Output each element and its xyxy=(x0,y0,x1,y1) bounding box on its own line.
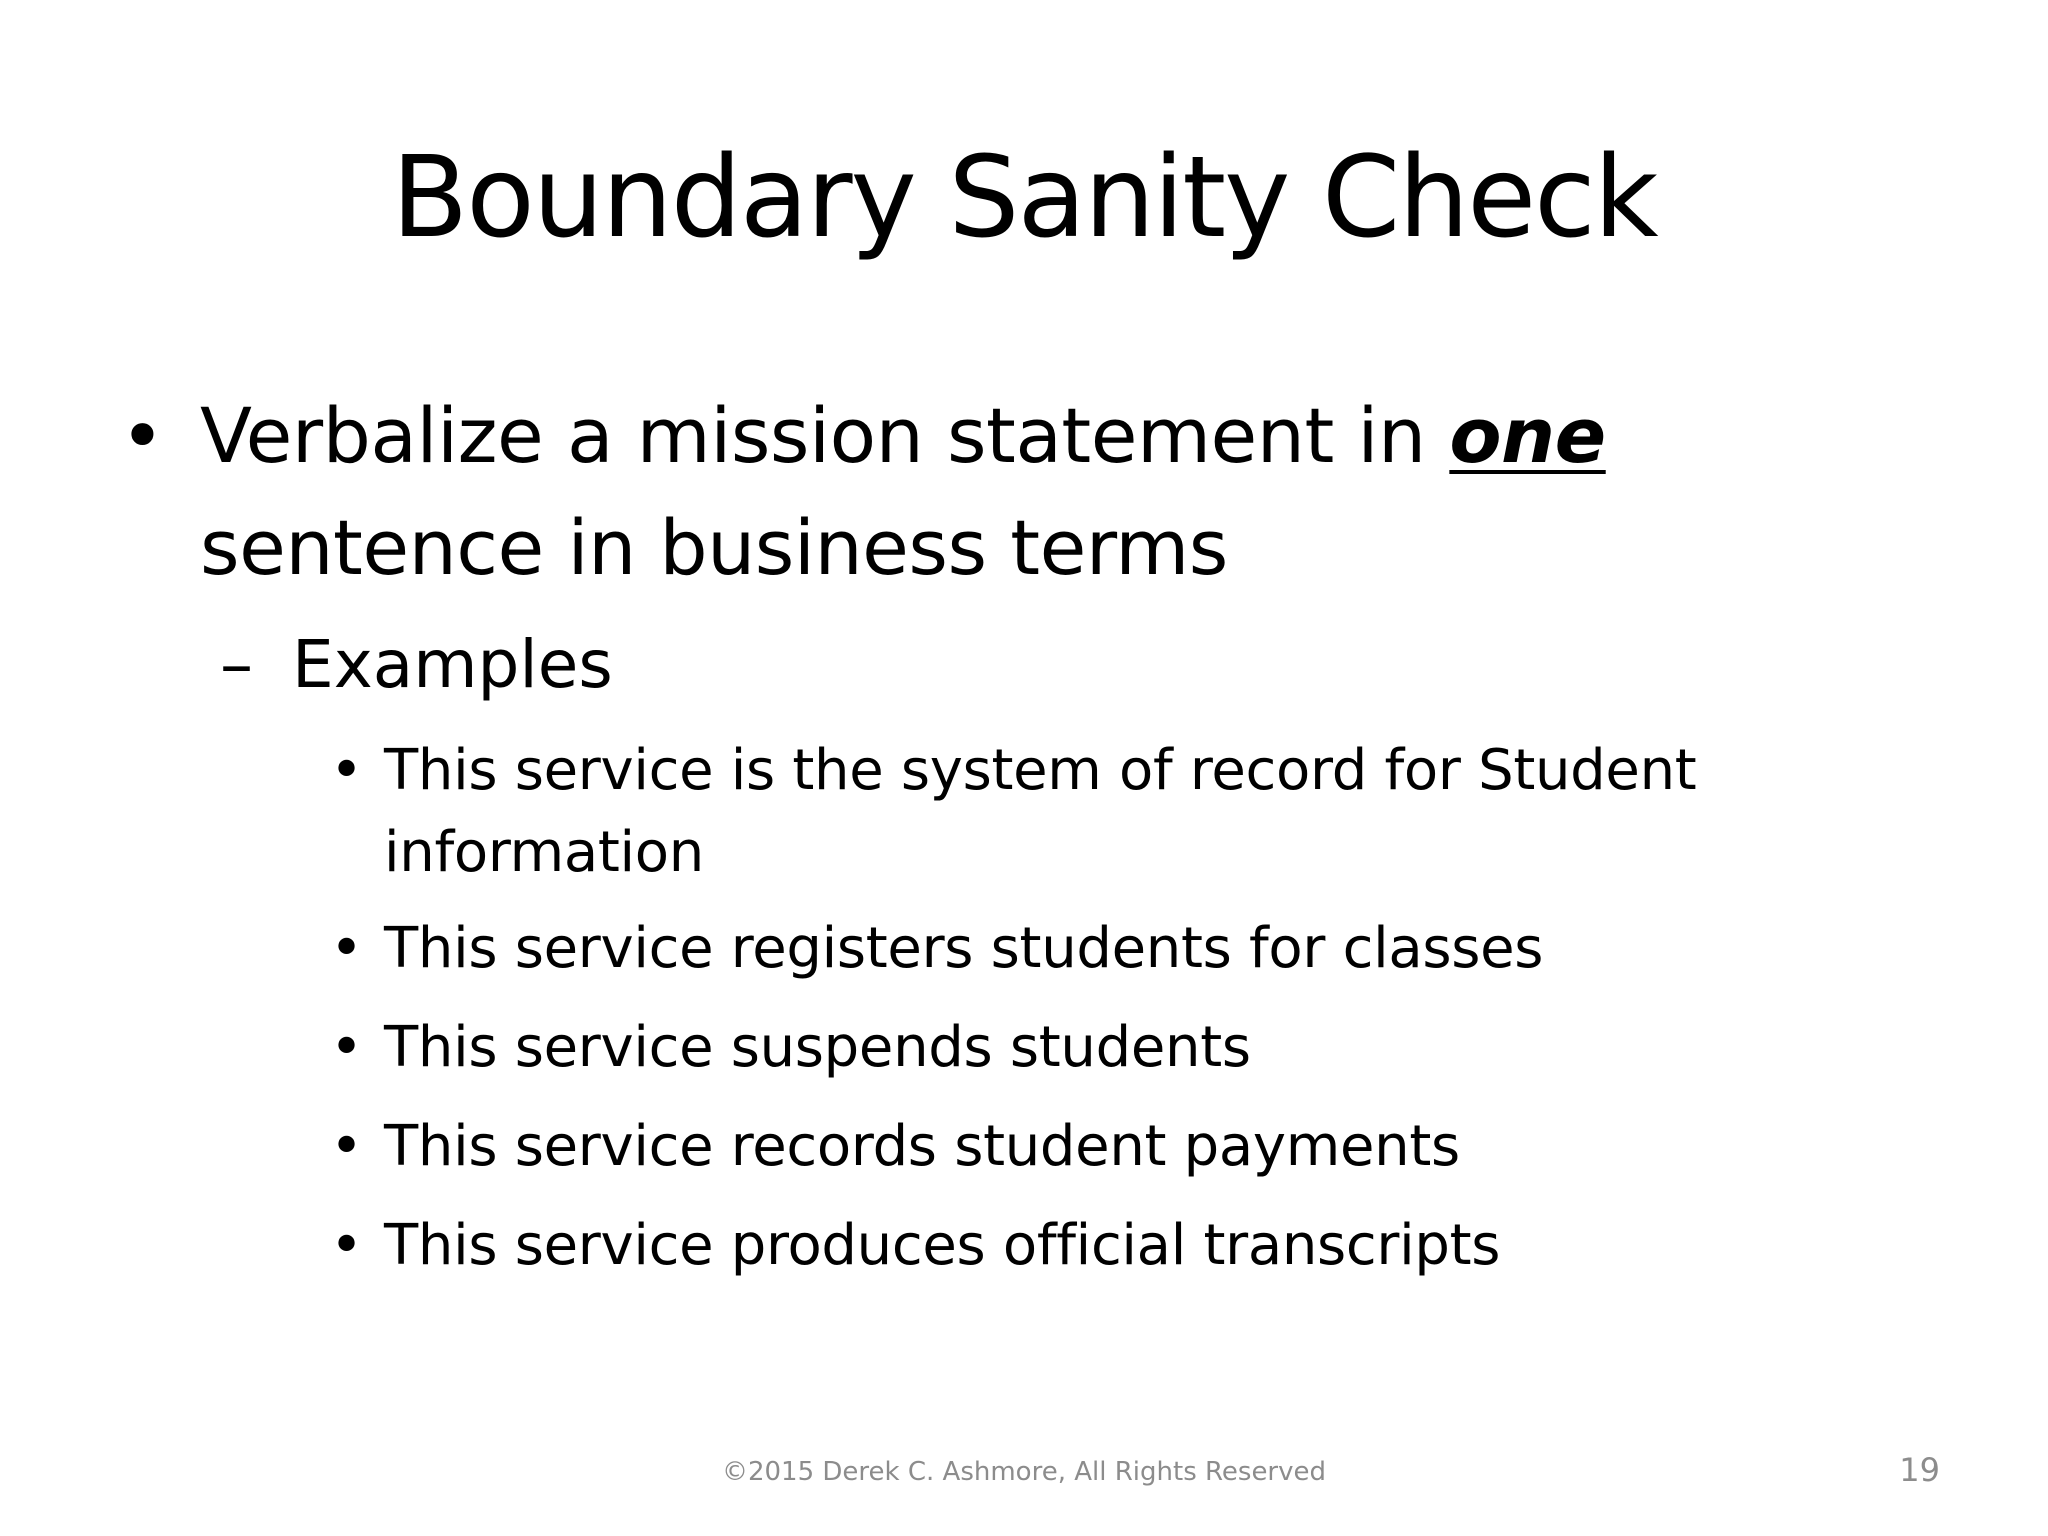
main-bullet-text xyxy=(200,380,1960,604)
list-item xyxy=(330,1106,1704,1188)
sub-bullet-text: Examples xyxy=(292,626,613,703)
bullet-icon: • xyxy=(330,916,364,981)
list-item xyxy=(330,1007,1704,1089)
example-text: This service produces official transcripts xyxy=(384,1213,1501,1278)
example-text: This service registers students for classes xyxy=(384,916,1544,981)
slide-title: Boundary Sanity Check xyxy=(391,133,1657,263)
example-text: This service records student payments xyxy=(384,1114,1460,1179)
footer-copyright: ©2015 Derek C. Ashmore, All Rights Reserved xyxy=(721,1457,1327,1487)
bullet-icon: • xyxy=(330,738,364,803)
page-number: 19 xyxy=(1899,1451,1940,1489)
bullet-icon: • xyxy=(330,1213,364,1278)
bullet-icon: • xyxy=(330,1114,364,1179)
bullet-icon: • xyxy=(120,391,165,480)
example-text: This service is the system of record for Student information xyxy=(384,738,1697,885)
sub-bullet xyxy=(220,620,613,710)
list-item xyxy=(330,730,1704,894)
main-bullet-text-before: Verbalize a mission statement in xyxy=(200,391,1450,480)
main-bullet-emphasis: one xyxy=(1449,391,1606,480)
dash-icon: – xyxy=(220,626,253,703)
list-item xyxy=(330,1205,1704,1287)
example-text: This service suspends students xyxy=(384,1015,1251,1080)
main-bullet-text-after: sentence in business terms xyxy=(200,503,1228,592)
list-item xyxy=(330,908,1704,990)
bullet-icon: • xyxy=(330,1015,364,1080)
main-bullet xyxy=(120,380,1960,604)
